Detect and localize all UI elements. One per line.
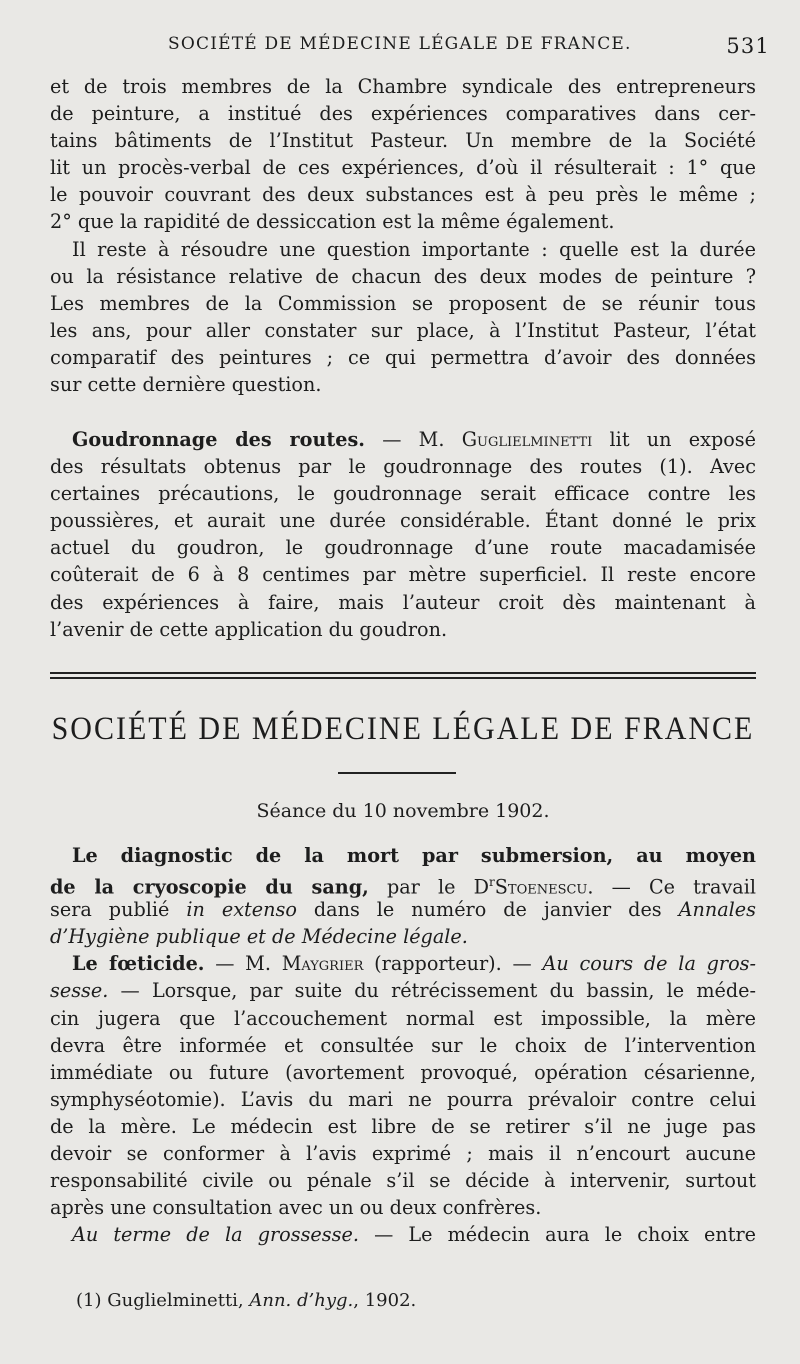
italic-text: in extenso xyxy=(186,898,297,922)
text-fragment: . — Ce travail xyxy=(587,875,756,899)
text-line: des résultats obtenus par le goudronnage des routes (1). Avec xyxy=(50,455,756,479)
text-line: poussières, et aurait une durée considérable. Étant donné le prix xyxy=(50,509,756,533)
footnote-text: (1) Guglielminetti, xyxy=(76,1290,250,1311)
paragraph-heading: Goudronnage des routes. xyxy=(72,428,365,451)
text-line xyxy=(50,1221,756,1248)
body-text-top xyxy=(50,73,756,398)
footnote xyxy=(76,1290,416,1311)
text-fragment: par le D xyxy=(368,875,489,899)
text-line: 2° que la rapidité de dessiccation est la même également. xyxy=(50,210,615,234)
running-head xyxy=(50,34,770,64)
text-line: Il reste à résoudre une question importante : quelle est la durée xyxy=(72,237,756,261)
running-head-title: SOCIÉTÉ DE MÉDECINE LÉGALE DE FRANCE. xyxy=(168,34,632,54)
text-line: après une consultation avec un ou deux confrères. xyxy=(50,1196,542,1220)
text-line: de peinture, a institué des expériences comparatives dans cer- xyxy=(50,102,756,126)
section-divider xyxy=(50,672,756,679)
text-line: devoir se conformer à l’avis exprimé ; mais il n’encourt aucune xyxy=(50,1142,756,1166)
section-heading: SOCIÉTÉ DE MÉDECINE LÉGALE DE FRANCE xyxy=(51,710,755,747)
body-text-goudronnage xyxy=(50,426,756,643)
text-line: certaines précautions, le goudronnage serait efficace contre les xyxy=(50,482,756,506)
text-line: devra être informée et consultée sur le choix de l’intervention xyxy=(50,1033,756,1057)
text-line: lit un procès-verbal de ces expériences, d’où il résulterait : 1° que xyxy=(50,156,756,180)
text-line: Les membres de la Commission se proposent de se réunir tous xyxy=(50,291,756,315)
text-fragment: (rapporteur). — xyxy=(363,952,543,976)
paragraph-heading: Le diagnostic de la mort par submersion, au moyen xyxy=(72,844,756,867)
text-line xyxy=(50,977,756,1004)
session-date: Séance du 10 novembre 1902. xyxy=(256,800,550,822)
text-line: symphyséotomie). L’avis du mari ne pourra prévaloir contre celui xyxy=(50,1087,756,1111)
footnote-text: , 1902. xyxy=(353,1290,417,1311)
text-fragment: — Le médecin aura le choix entre xyxy=(358,1223,756,1247)
body-text-seance xyxy=(50,842,756,1248)
paragraph-heading: Le fœticide. xyxy=(72,952,205,976)
author-name: Guglielminetti xyxy=(461,428,593,451)
text-line: de la mère. Le médecin est libre de se retirer s’il ne juge pas xyxy=(50,1114,756,1138)
italic-text: sesse. xyxy=(50,979,109,1003)
text-line: les ans, pour aller constater sur place, à l’Institut Pasteur, l’état xyxy=(50,318,756,342)
superscript: r xyxy=(489,875,495,890)
text-line: l’avenir de cette application du goudron. xyxy=(50,617,448,641)
text-line: sur cette dernière question. xyxy=(50,373,322,397)
text-fragment: — Lorsque, par suite du rétrécissement du bassin, le méde- xyxy=(108,979,756,1003)
text-fragment: dans le numéro de janvier des xyxy=(296,898,679,922)
text-line: coûterait de 6 à 8 centimes par mètre superficiel. Il reste encore xyxy=(50,563,756,587)
text-line: le pouvoir couvrant des deux substances est à peu près le même ; xyxy=(50,183,756,207)
italic-text: Annales xyxy=(678,898,756,922)
paragraph-heading: de la cryoscopie du sang, xyxy=(50,875,369,899)
text-fragment: — M. xyxy=(364,428,462,451)
paragraph-heading-line xyxy=(50,426,756,453)
text-line: tains bâtiments de l’Institut Pasteur. Un membre de la Société xyxy=(50,129,756,153)
paragraph-heading-line xyxy=(50,869,756,899)
journal-title: d’Hygiène publique et de Médecine légale. xyxy=(50,925,468,949)
paragraph-heading-line xyxy=(50,950,756,977)
text-line: et de trois membres de la Chambre syndicale des entrepreneurs xyxy=(50,75,756,98)
text-line: responsabilité civile ou pénale s’il se décide à intervenir, surtout xyxy=(50,1169,756,1193)
heading-rule xyxy=(338,772,456,774)
text-line: ou la résistance relative de chacun des deux modes de peinture ? xyxy=(50,264,756,288)
text-fragment: sera publié xyxy=(50,898,187,922)
author-name: Maygrier xyxy=(281,952,364,976)
italic-text: Au cours de la gros- xyxy=(542,952,756,976)
text-fragment: — M. xyxy=(204,952,282,976)
text-line: cin jugera que l’accouchement normal est impossible, la mère xyxy=(50,1006,756,1030)
page-number: 531 xyxy=(726,34,770,58)
text-line: actuel du goudron, le goudronnage d’une route macadamisée xyxy=(50,536,756,560)
author-name: Stoenescu xyxy=(494,875,588,899)
italic-text: Au terme de la grossesse. xyxy=(72,1223,359,1247)
text-line: comparatif des peintures ; ce qui permettra d’avoir des données xyxy=(50,345,756,369)
text-line: immédiate ou future (avortement provoqué, opération césarienne, xyxy=(50,1060,756,1084)
text-line: des expériences à faire, mais l’auteur croit dès maintenant à xyxy=(50,590,756,614)
text-line xyxy=(50,896,756,923)
text-fragment: lit un exposé xyxy=(592,428,756,451)
footnote-journal: Ann. d’hyg. xyxy=(249,1290,354,1311)
